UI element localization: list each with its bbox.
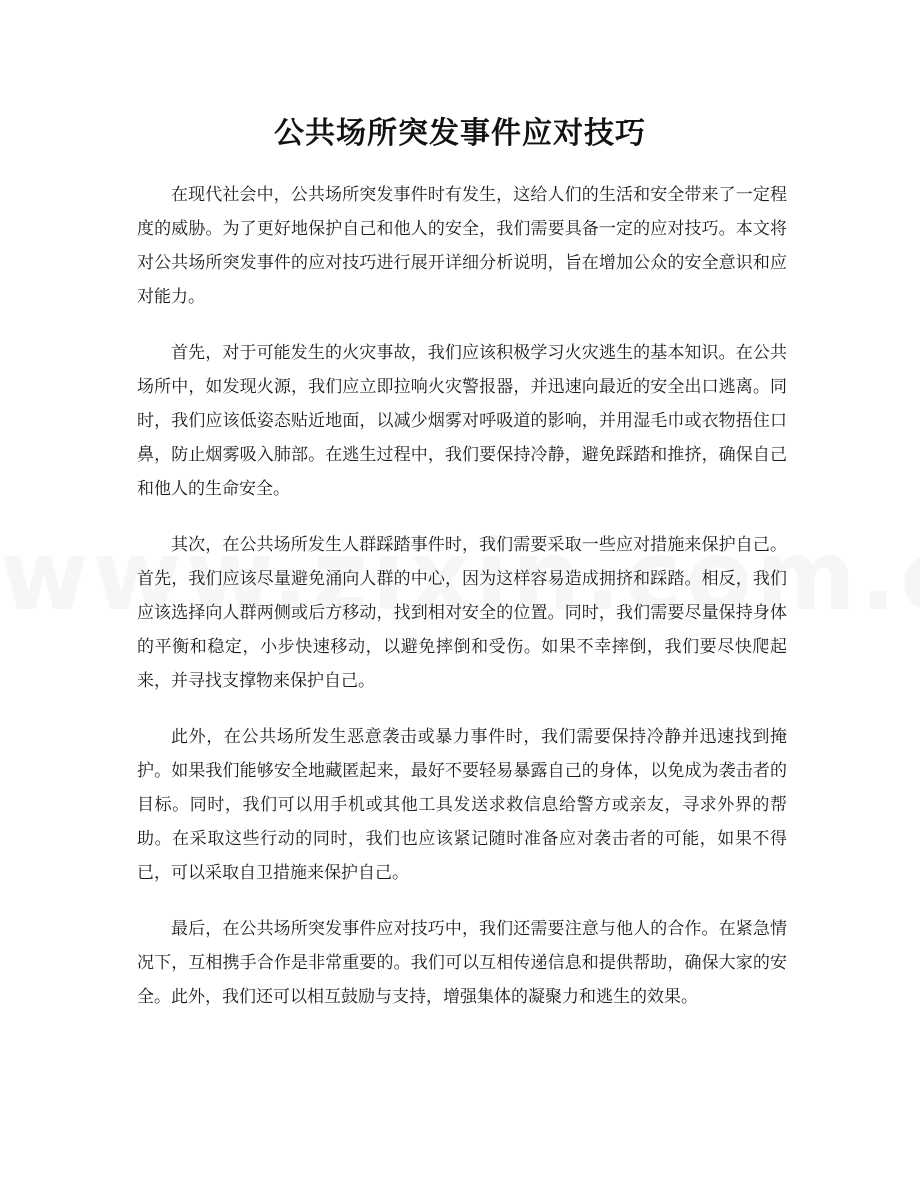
paragraph-fire: 首先，对于可能发生的火灾事故，我们应该积极学习火灾逃生的基本知识。在公共场所中，如发现火源，我们应立即拉响火灾警报器，并迅速向最近的安全出口逃离。同时，我们应该低姿态贴近地面，以减少烟雾对呼吸道的影响，并用湿毛巾或衣物捂住口鼻，防止烟雾吸入肺部。在逃生过程中，我们要保持冷静，避免踩踏和推挤，确保自己和他人的生命安全。 [137, 343, 787, 499]
paragraph-intro: 在现代社会中，公共场所突发事件时有发生，这给人们的生活和安全带来了一定程度的威胁。为了更好地保护自己和他人的安全，我们需要具备一定的应对技巧。本文将对公共场所突发事件的应对技巧进行展开详细分析说明，旨在增加公众的安全意识和应对能力。 [137, 185, 787, 307]
paragraph-cooperation: 最后，在公共场所突发事件应对技巧中，我们还需要注意与他人的合作。在紧急情况下，互相携手合作是非常重要的。我们可以互相传递信息和提供帮助，确保大家的安全。此外，我们还可以相互鼓励与支持，增强集体的凝聚力和逃生的效果。 [137, 919, 787, 1007]
paragraph-stampede: 其次，在公共场所发生人群踩踏事件时，我们需要采取一些应对措施来保护自己。首先，我们应该尽量避免涌向人群的中心，因为这样容易造成拥挤和踩踏。相反，我们应该选择向人群两侧或后方移动，找到相对安全的位置。同时，我们需要尽量保持身体的平衡和稳定，小步快速移动，以避免摔倒和受伤。如果不幸摔倒，我们要尽快爬起来，并寻找支撑物来保护自己。 [137, 535, 787, 691]
document-body [137, 178, 787, 1036]
paragraph-attack: 此外，在公共场所发生恶意袭击或暴力事件时，我们需要保持冷静并迅速找到掩护。如果我们能够安全地藏匿起来，最好不要轻易暴露自己的身体，以免成为袭击者的目标。同时，我们可以用手机或其他工具发送求救信息给警方或亲友，寻求外界的帮助。在采取这些行动的同时，我们也应该紧记随时准备应对袭击者的可能，如果不得已，可以采取自卫措施来保护自己。 [137, 727, 787, 883]
document-title: 公共场所突发事件应对技巧 [274, 116, 646, 151]
